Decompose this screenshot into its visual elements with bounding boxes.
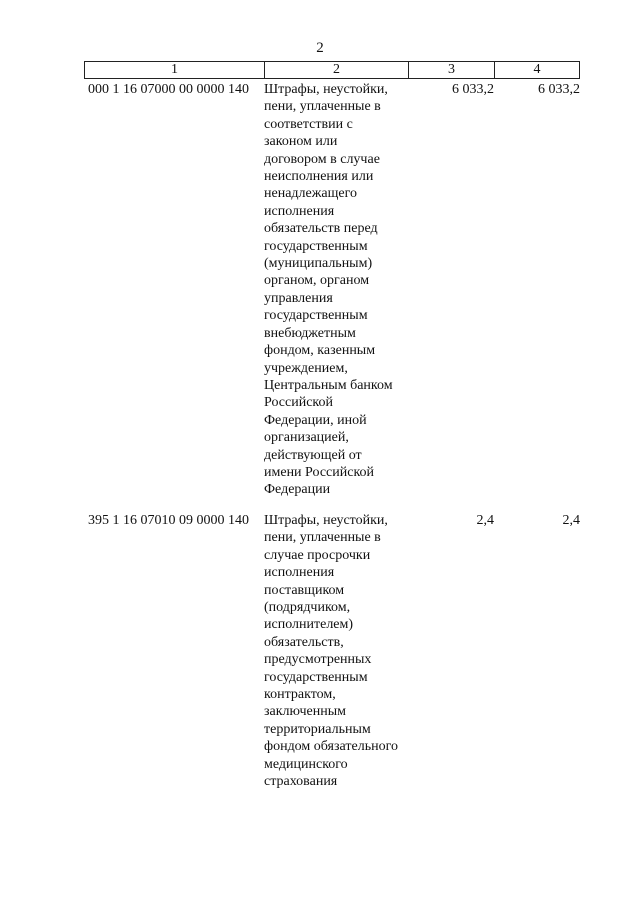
table-header-row (84, 61, 580, 79)
description-line: государственным (264, 669, 368, 685)
description-line: обязательств перед (264, 221, 378, 237)
description-line: пени, уплаченные в (264, 530, 381, 546)
header-col-3: 3 (409, 62, 495, 78)
description-line: законом или (264, 134, 338, 150)
budget-code: 000 1 16 07000 00 0000 140 (88, 82, 249, 97)
description-line: случае просрочки (264, 547, 371, 563)
description-line: неисполнения или (264, 169, 374, 185)
page-number: 2 (316, 40, 324, 56)
description-line: поставщиком (264, 582, 345, 598)
description-line: Федерации (264, 482, 331, 498)
description-line: фондом обязательного (264, 739, 398, 755)
description-line: организацией, (264, 430, 349, 446)
header-col-1: 1 (85, 62, 265, 78)
description-line: государственным (264, 238, 368, 254)
description-line: страхования (264, 774, 338, 790)
header-col-2: 2 (265, 62, 409, 78)
value-col-3: 2,4 (476, 513, 494, 528)
description-line: Штрафы, неустойки, (264, 513, 388, 528)
description-line: управления (264, 290, 333, 306)
row-description (264, 512, 414, 791)
value-col-4: 6 033,2 (538, 82, 580, 97)
description-line: Федерации, иной (264, 412, 367, 428)
description-line: заключенным (264, 704, 346, 720)
description-line: ненадлежащего (264, 186, 358, 202)
description-line: фондом, казенным (264, 343, 376, 359)
description-line: государственным (264, 308, 368, 324)
description-line: территориальным (264, 721, 371, 737)
description-line: исполнения (264, 203, 335, 219)
budget-code: 395 1 16 07010 09 0000 140 (88, 513, 249, 528)
header-col-4: 4 (533, 62, 541, 77)
description-line: органом, органом (264, 273, 370, 289)
description-line: договором в случае (264, 151, 380, 167)
row-description (264, 81, 414, 499)
description-line: Российской (264, 395, 333, 411)
description-line: медицинского (264, 756, 348, 772)
value-col-3: 6 033,2 (452, 82, 494, 97)
description-line: контрактом, (264, 687, 336, 703)
description-line: действующей от (264, 447, 362, 463)
description-line: (подрядчиком, (264, 600, 351, 616)
value-col-4: 2,4 (562, 513, 580, 528)
description-line: (муниципальным) (264, 256, 373, 272)
description-line: Штрафы, неустойки, (264, 82, 388, 97)
description-line: пени, уплаченные в (264, 99, 381, 115)
description-line: внебюджетным (264, 325, 356, 341)
description-line: соответствии с (264, 116, 353, 132)
description-line: обязательств, (264, 634, 344, 650)
description-line: Центральным банком (264, 377, 393, 393)
description-line: имени Российской (264, 464, 375, 480)
description-line: учреждением, (264, 360, 348, 376)
description-line: исполнения (264, 565, 335, 581)
description-line: исполнителем) (264, 617, 354, 633)
description-line: предусмотренных (264, 652, 372, 668)
